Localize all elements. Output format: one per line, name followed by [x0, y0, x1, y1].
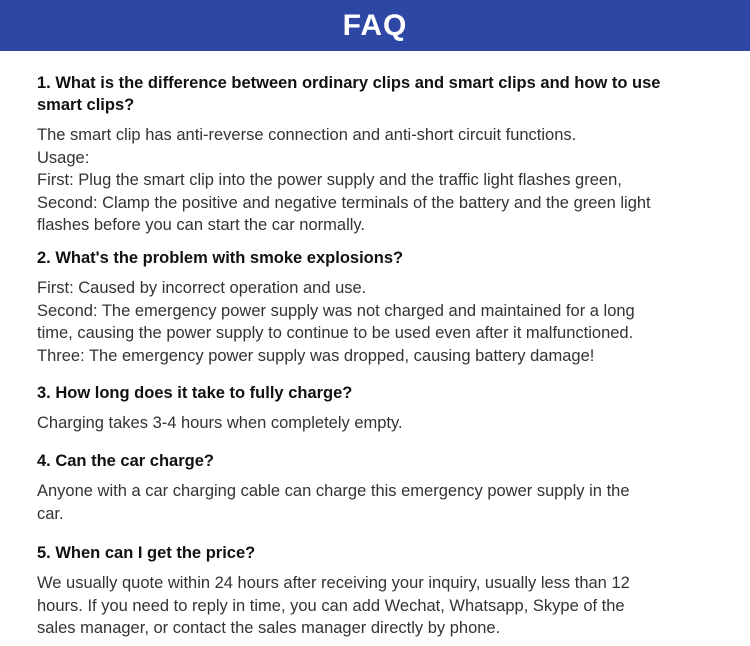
answer-line: flashes before you can start the car normally.	[37, 216, 366, 234]
faq-header-bar	[0, 0, 750, 51]
answer-line: Charging takes 3-4 hours when completely empty.	[37, 414, 403, 432]
answer-line: Anyone with a car charging cable can charge this emergency power supply in the	[37, 482, 630, 500]
answer-line: We usually quote within 24 hours after receiving your inquiry, usually less than 12	[37, 574, 630, 592]
answer-line: sales manager, or contact the sales manager directly by phone.	[37, 619, 501, 637]
question-line: 1. What is the difference between ordinary clips and smart clips and how to use	[37, 74, 661, 92]
question-line: smart clips?	[37, 96, 135, 114]
answer-line: Second: Clamp the positive and negative terminals of the battery and the green light	[37, 193, 651, 212]
faq-item-1	[37, 72, 660, 237]
question-line: 3. How long does it take to fully charge?	[37, 384, 353, 402]
faq-question-4	[37, 450, 630, 472]
faq-answer-2	[37, 277, 635, 367]
answer-line: Three: The emergency power supply was dropped, causing battery damage!	[37, 346, 595, 365]
answer-line: First: Plug the smart clip into the power supply and the traffic light flashes green,	[37, 171, 622, 189]
question-line: 2. What's the problem with smoke explosions?	[37, 249, 404, 267]
faq-question-2	[37, 247, 635, 269]
faq-answer-1	[37, 124, 660, 237]
page-title: FAQ	[342, 8, 408, 42]
faq-item-2	[37, 247, 635, 367]
faq-question-1	[37, 72, 660, 116]
faq-item-5	[37, 542, 630, 640]
answer-line: The smart clip has anti-reverse connection and anti-short circuit functions.	[37, 126, 577, 144]
faq-answer-3	[37, 412, 403, 435]
answer-line: hours. If you need to reply in time, you can add Wechat, Whatsapp, Skype of the	[37, 596, 625, 615]
faq-answer-4	[37, 480, 630, 525]
faq-item-4	[37, 450, 630, 525]
faq-question-3	[37, 382, 403, 404]
answer-line: time, causing the power supply to continue to be used even after it malfunctioned.	[37, 324, 634, 342]
question-line: 4. Can the car charge?	[37, 452, 214, 470]
answer-line: Usage:	[37, 148, 90, 167]
answer-line: Second: The emergency power supply was not charged and maintained for a long	[37, 301, 635, 320]
answer-line: First: Caused by incorrect operation and use.	[37, 279, 367, 297]
faq-question-5	[37, 542, 630, 564]
question-line: 5. When can I get the price?	[37, 544, 256, 562]
faq-item-3	[37, 382, 403, 435]
answer-line: car.	[37, 504, 64, 523]
faq-answer-5	[37, 572, 630, 640]
